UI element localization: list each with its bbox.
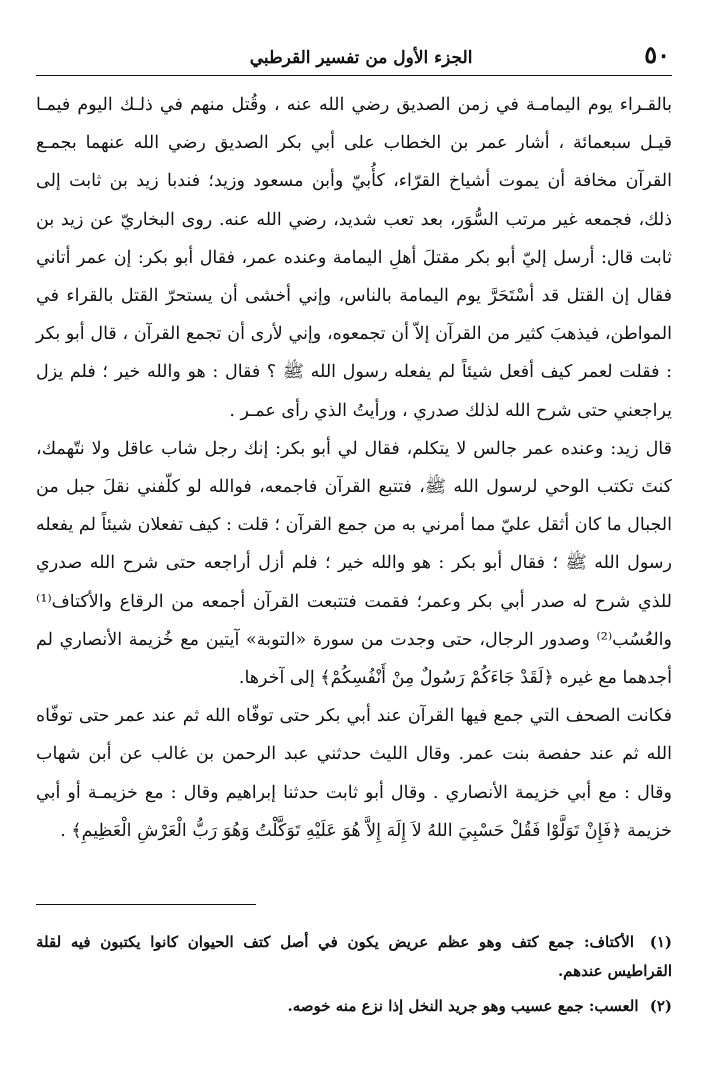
book-page [36, 40, 672, 1015]
paragraph: فكانت الصحف التي جمع فيها القرآن عند أبي بكر حتى توفّاه الله ثم عند عمر حتى توفّاه الله ثم عند حفصة بنت عمر. وقال الليث حدثني عبد الرحمن بن غالب عن أبن شهاب وقال : مع أبي خزيمة الأنصاري . وقال أبو ثابت حدثنا إبراهيم وقال : مع خزيمـة أو أبي خزيمة ﴿فَإِنْ تَوَلَّوْا فَقُلْ حَسْبِيَ اللهُ لاَ إِلَهَ إِلاَّ هُوَ عَلَيْهِ تَوَكَّلْتُ وَهُوَ رَبُّ الْعَرْشِ الْعَظِيمِ﴾ . [36, 706, 672, 841]
footnote [36, 928, 672, 986]
footnote [36, 992, 672, 1021]
running-title: الجزء الأول من تفسير القرطبي [249, 48, 473, 68]
footnotes [36, 928, 672, 1027]
footnote-number: (١) [649, 933, 672, 951]
page-header [36, 40, 672, 76]
paragraph: بالقـراء يوم اليمامـة في زمن الصديق رضي الله عنه ، وقُتل منهم في ذلـك اليوم فيمـا قيـل سبعمائة ، أشار عمر بن الخطاب على أبي بكر الصديق رضي الله عنهما بجمـع القرآن مخافة أن يموت أشياخ القرّاء، كأُبيّ وأبن مسعود وزيد؛ فندبا زيد بن ثابت إلى ذلك، فجمعه غير مرتب السُّوَر، بعد تعب شديد، رضي الله عنه. روى البخاريّ عن زيد بن ثابت قال: أرسل إليّ أبو بكر مقتلَ أهلِ اليمامة وعنده عمر، فقال أبو بكر: إن عمر أتاني فقال إن القتل قد أسْتَحَرَّ يوم اليمامة بالناس، وإني أخشى أن يستحرّ القتل بالقراء في المواطن، فيذهبَ كثير من القرآن إلاّ أن تجمعوه، وإني لأرى أن تجمع القرآن ، قال أبو بكر : فقلت لعمر كيف أفعل شيئاً لم يفعله رسول الله ﷺ ؟ فقال : هو والله خير ؛ فلم يزل يراجعني حتى شرح الله لذلك صدري ، ورأيتُ الذي رأى عمـر . [36, 95, 672, 421]
paragraph: قال زيد: وعنده عمر جالس لا يتكلم، فقال لي أبو بكر: إنك رجل شاب عاقل ولا نتّهمك، كنتَ تكتب الوحي لرسول الله ﷺ، فتتبع القرآن فاجمعه، فوالله لو كلّفني نقلَ جبل من الجبال ما كان أثقل عليّ مما أمرني به من جمع القرآن ؛ قلت : كيف تفعلان شيئاً لم يفعله رسول الله ﷺ ؛ فقال أبو بكر : هو والله خير ؛ فلم أزل أراجعه حتى شرح الله صدري للذي شرح له صدر أبي بكر وعمر؛ فقمت فتتبعت القرآن أجمعه من الرقاع والأكتاف⁽¹⁾ والعُسُب⁽²⁾ وصدور الرجال، حتى وجدت من سورة «التوبة» آيتين مع خُزيمة الأنصاري لم أجدهما مع غيره ﴿لَقَدْ جَاءَكُمْ رَسُولٌ مِنْ أَنْفُسِكُمْ﴾ إلى آخرها. [36, 438, 672, 689]
main-text [36, 86, 672, 850]
footnote-text: الأكتاف: جمع كتف وهو عظم عريض يكون في أصل كتف الحيوان كانوا يكتبون فيه لقلة القراطيس عندهم. [36, 933, 672, 980]
footnote-number: (٢) [649, 997, 672, 1015]
page-number: ٥٠ [644, 40, 670, 69]
footnote-text: العسب: جمع عسيب وهو جريد النخل إذا نزع منه خوصه. [287, 997, 639, 1015]
footnote-divider [36, 904, 256, 905]
